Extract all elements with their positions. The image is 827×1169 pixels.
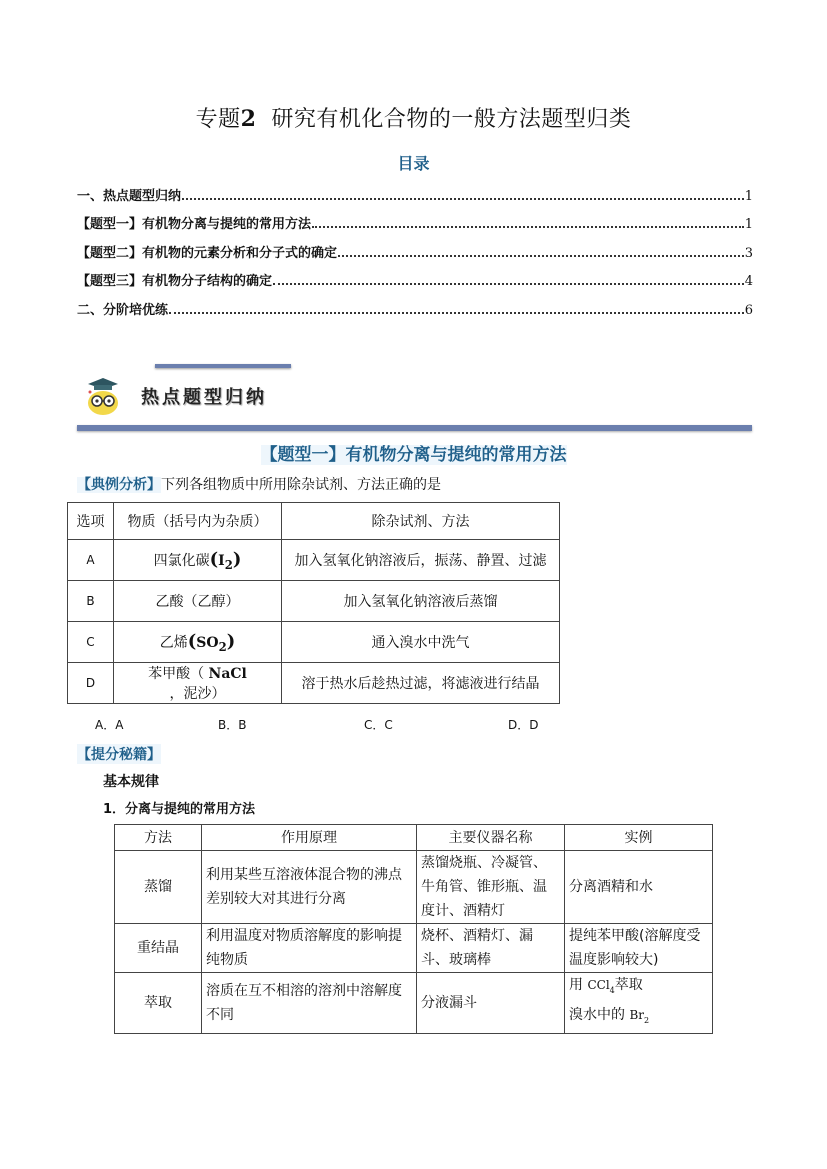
impurity-formula: NaCl (208, 666, 247, 682)
toc-leader-dots (182, 198, 744, 200)
option-cell: A (68, 540, 114, 581)
table-header-cell: 物质（括号内为杂质） (114, 503, 282, 540)
substance-cell: 乙酸（乙醇） (114, 581, 282, 622)
table-row (68, 663, 560, 704)
answer-choice-b[interactable]: B．B (218, 718, 247, 732)
section-heading (0, 440, 827, 465)
table-row (115, 973, 713, 1034)
banner-top-bar (155, 364, 291, 368)
substance-cell (114, 663, 282, 704)
section-heading-text: 【题型一】有机物分离与提纯的常用方法 (260, 445, 567, 465)
paren-open: ( (187, 630, 197, 652)
substance-cell (114, 622, 282, 663)
method-cell: 溶于热水后趁热过滤，将滤液进行结晶 (282, 663, 560, 704)
option-cell: B (68, 581, 114, 622)
toc-entry-label: 【题型三】有机物分子结构的确定 (77, 274, 273, 289)
example-text: 萃取 (614, 977, 643, 993)
principle-cell: 溶质在互不相溶的溶剂中溶解度不同 (202, 973, 417, 1034)
method-cell: 加入氢氧化钠溶液后，振荡、静置、过滤 (282, 540, 560, 581)
example-question-text: 下列各组物质中所用除杂试剂、方法正确的是 (161, 477, 441, 493)
example-text: 溴水中的 (569, 1006, 630, 1023)
toc-entry[interactable] (77, 214, 753, 232)
example-cell (565, 973, 713, 1034)
instruments-cell: 蒸馏烧瓶、冷凝管、牛角管、锥形瓶、温度计、酒精灯 (417, 851, 565, 924)
substance-text: 四氯化碳 (153, 552, 210, 569)
instruments-cell: 分液漏斗 (417, 973, 565, 1034)
toc-entry-page: 1 (744, 189, 753, 204)
principle-cell: 利用某些互溶液体混合物的沸点差别较大对其进行分离 (202, 851, 417, 924)
toc-entry-label: 一、热点题型归纳 (77, 189, 182, 204)
method-cell: 萃取 (115, 973, 202, 1034)
substance-text: 乙烯 (159, 634, 188, 651)
toc-entry-label: 【题型一】有机物分离与提纯的常用方法 (77, 217, 312, 232)
option-cell: C (68, 622, 114, 663)
table-header-cell: 实例 (565, 825, 713, 851)
table-row (115, 924, 713, 973)
table-header-row (68, 503, 560, 540)
table-header-cell: 除杂试剂、方法 (282, 503, 560, 540)
substance-text: ，泥沙） (169, 686, 226, 702)
impurity-subscript: 2 (224, 557, 233, 572)
toc-heading: 目录 (397, 154, 430, 173)
toc-entry[interactable] (77, 186, 753, 204)
tips-tag: 【提分秘籍】 (77, 744, 161, 764)
method-cell: 蒸馏 (115, 851, 202, 924)
answer-choice-a[interactable]: A．A (95, 718, 124, 732)
instruments-cell: 烧杯、酒精灯、漏斗、玻璃棒 (417, 924, 565, 973)
example-text: 用 (569, 977, 588, 993)
example-table (67, 502, 560, 704)
method-cell: 重结晶 (115, 924, 202, 973)
table-header-row (115, 825, 713, 851)
impurity-subscript: 2 (218, 639, 227, 654)
answer-choice-c[interactable]: C．C (364, 718, 393, 732)
table-row (68, 581, 560, 622)
toc-entry-page: 4 (744, 274, 753, 289)
impurity-formula: I (218, 552, 225, 569)
example-cell: 提纯苯甲酸(溶解度受温度影响较大) (565, 924, 713, 973)
example-cell: 分离酒精和水 (565, 851, 713, 924)
paren-close: ) (232, 548, 242, 570)
toc-leader-dots (273, 283, 744, 285)
paren-close: ) (226, 630, 236, 652)
banner-title: 热点题型归纳 (141, 387, 267, 408)
formula-ccl: CCl (587, 978, 610, 992)
scholar-emoji-icon (82, 372, 124, 416)
toc-entry-page: 1 (744, 217, 753, 232)
table-row (68, 540, 560, 581)
example-tag: 【典例分析】 (77, 477, 161, 493)
subheading: 1．分离与提纯的常用方法 (103, 802, 256, 817)
table-header-cell: 主要仪器名称 (417, 825, 565, 851)
substance-cell (114, 540, 282, 581)
formula-subscript: 2 (644, 1015, 650, 1025)
toc-entry[interactable] (77, 300, 753, 318)
table-header-cell: 方法 (115, 825, 202, 851)
toc-entry-label: 【题型二】有机物的元素分析和分子式的确定 (77, 246, 338, 261)
banner-bottom-bar (77, 425, 752, 431)
toc-leader-dots (169, 312, 744, 314)
title-number: 2 (240, 106, 257, 132)
formula-br: Br (629, 1007, 645, 1022)
toc-entry[interactable] (77, 243, 753, 261)
option-cell: D (68, 663, 114, 704)
method-cell: 通入溴水中洗气 (282, 622, 560, 663)
toc-entry[interactable] (77, 271, 753, 289)
paren-open: ( (209, 548, 219, 570)
title-main: 研究有机化合物的一般方法题型归类 (271, 107, 632, 132)
formula-subscript: 4 (609, 985, 615, 995)
table-header-cell: 作用原理 (202, 825, 417, 851)
toc-entry-page: 6 (744, 303, 753, 318)
methods-table (114, 824, 713, 1034)
example-question (77, 474, 441, 494)
principle-cell: 利用温度对物质溶解度的影响提纯物质 (202, 924, 417, 973)
table-header-cell: 选项 (68, 503, 114, 540)
substance-text: 苯甲酸（ (148, 666, 209, 682)
toc-leader-dots (312, 226, 744, 228)
answer-choice-d[interactable]: D．D (508, 718, 539, 732)
toc-entry-page: 3 (744, 246, 753, 261)
table-row (68, 622, 560, 663)
table-row (115, 851, 713, 924)
toc-leader-dots (338, 255, 744, 257)
toc-entry-label: 二、分阶培优练 (77, 303, 169, 318)
title-prefix: 专题 (195, 107, 241, 132)
document-title (0, 102, 827, 133)
rule-heading: 基本规律 (103, 774, 159, 790)
method-cell: 加入氢氧化钠溶液后蒸馏 (282, 581, 560, 622)
impurity-formula: SO (196, 634, 219, 651)
